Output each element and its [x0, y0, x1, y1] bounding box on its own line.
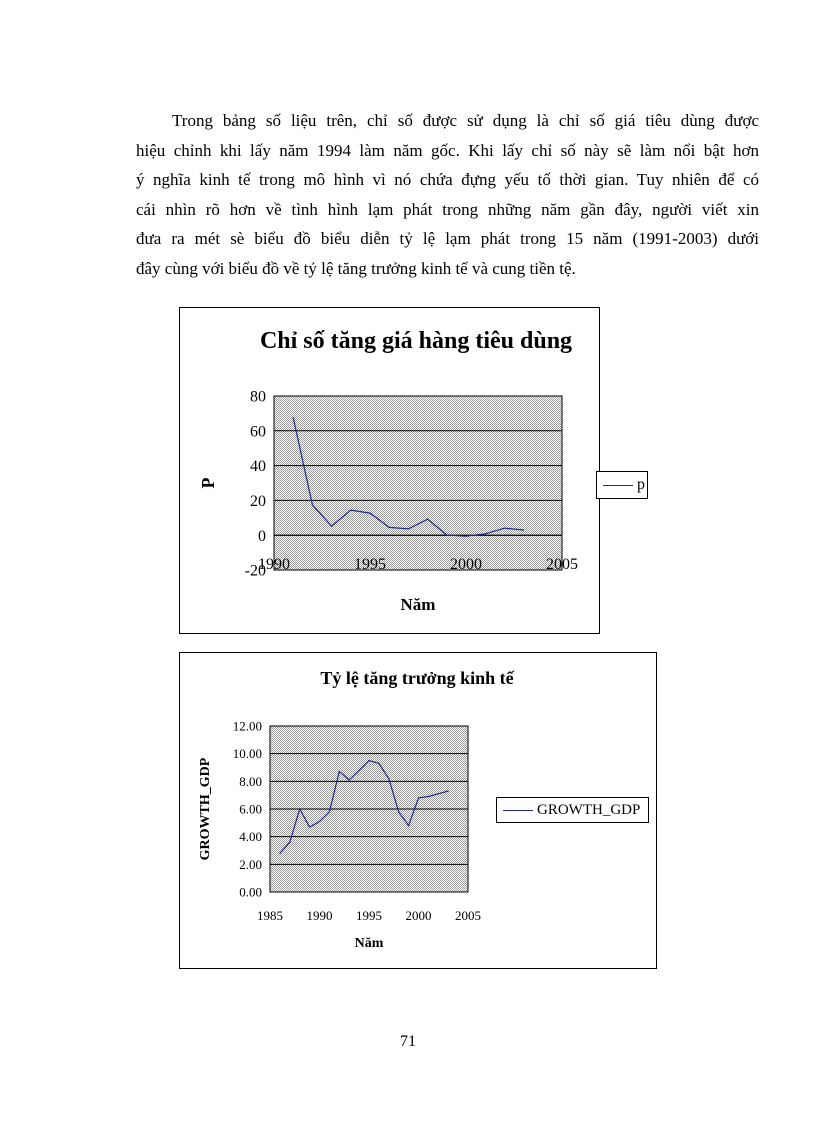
data-point [299, 808, 300, 809]
y-tick-label: 0 [258, 527, 266, 545]
legend-line-swatch [503, 810, 533, 811]
y-tick-label: 2.00 [239, 856, 262, 872]
x-tick-label: 1990 [306, 908, 333, 923]
data-point [398, 811, 399, 812]
x-tick-label: 2000 [405, 908, 432, 923]
paragraph-line: ý nghĩa kinh tế trong mô hình vì nó chứa đựng yếu tố thời gian. Tuy nhiên để có [136, 170, 759, 190]
y-tick-label: 4.00 [239, 829, 262, 845]
data-point [339, 771, 340, 772]
x-tick-label: 1990 [258, 556, 290, 574]
chart-title: Tỷ lệ tăng trưởng kinh tế [320, 668, 514, 688]
data-point [319, 821, 320, 822]
x-axis-label: Năm [400, 595, 436, 614]
data-point [428, 796, 429, 797]
data-point [448, 790, 449, 791]
y-tick-label: 80 [250, 388, 266, 406]
paragraph-line: Trong bảng số liệu trên, chỉ số được sử dụng là chỉ số giá tiêu dùng được [172, 111, 759, 130]
x-tick-label: 1985 [257, 908, 283, 923]
x-tick-label: 1995 [356, 908, 382, 923]
gdp-chart-legend [496, 797, 649, 823]
y-tick-label: 20 [250, 493, 266, 510]
y-tick-label: -20 [244, 562, 266, 580]
x-tick-label: 2000 [450, 556, 482, 574]
y-axis-label: P [198, 477, 218, 489]
legend-label: p [637, 476, 645, 493]
paragraph-line: đưa ra mét sè biểu đồ biểu diễn tỷ lệ lạm phát trong 15 năm (1991-2003) dưới [136, 229, 759, 249]
data-point [368, 760, 369, 761]
data-point [279, 853, 280, 854]
data-point [378, 763, 379, 764]
paragraph-line: hiệu chỉnh khi lấy năm 1994 làm năm gốc. Khi lấy chỉ số này sẽ làm nổi bật hơn [136, 140, 759, 160]
x-axis-label: Năm [354, 936, 384, 951]
data-point [388, 778, 389, 779]
data-point [329, 811, 330, 812]
chart-title: Chỉ số tăng giá hàng tiêu dùng [259, 328, 573, 354]
data-point [309, 826, 310, 827]
data-point [418, 797, 419, 798]
x-tick-label: 2005 [546, 556, 578, 574]
y-tick-label: 60 [250, 423, 266, 441]
paragraph-line: đây cùng với biểu đồ về tỷ lệ tăng trưởng kinh tế và cung tiền tệ. [136, 258, 576, 278]
data-point [408, 825, 409, 826]
data-point [349, 779, 350, 780]
legend-label: GROWTH_GDP [537, 801, 641, 818]
y-tick-label: 12.00 [232, 718, 262, 734]
y-tick-label: 0.00 [239, 884, 262, 900]
x-tick-label: 1995 [354, 556, 386, 574]
x-tick-label: 2005 [455, 908, 481, 923]
page-number: 71 [400, 1033, 416, 1050]
y-tick-label: 40 [250, 458, 266, 476]
data-point [438, 793, 439, 794]
paragraph-line: cái nhìn rõ hơn về tình hình lạm phát trong những năm gần đây, người viết xin [136, 199, 759, 219]
y-axis-label: GROWTH_GDP [198, 757, 213, 861]
y-tick-label: 6.00 [239, 801, 262, 817]
y-tick-label: 8.00 [239, 773, 262, 789]
data-point [359, 770, 360, 771]
y-tick-label: 10.00 [232, 746, 262, 762]
data-point [289, 842, 290, 843]
